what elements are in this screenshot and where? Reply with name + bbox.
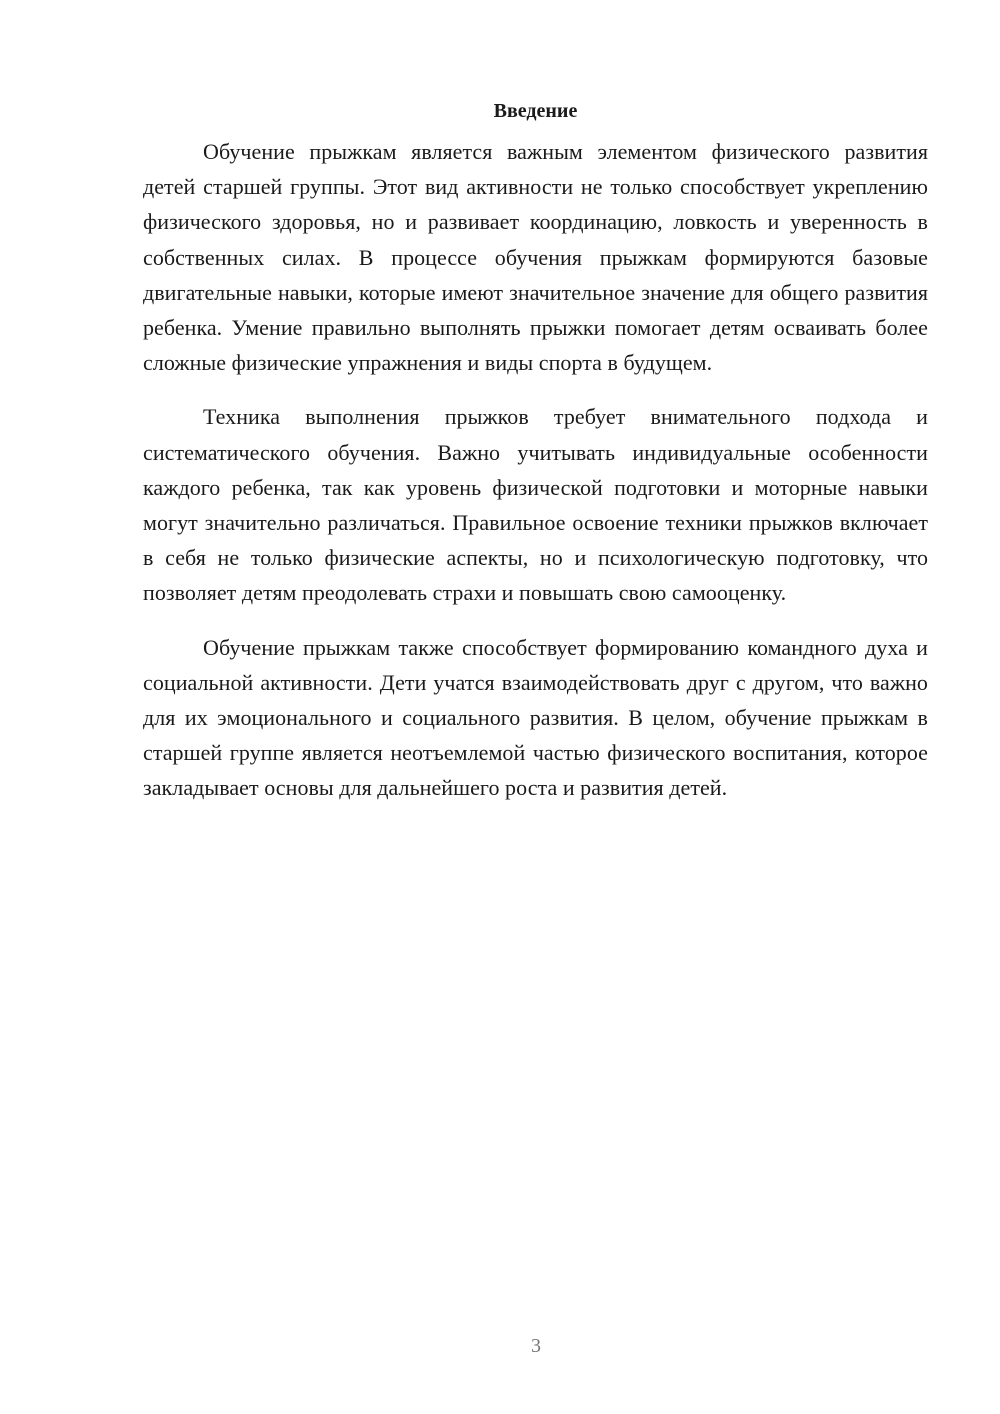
page-number: 3 bbox=[531, 1335, 541, 1357]
paragraph-3: Обучение прыжкам также способствует формированию командного духа и социальной активности. Дети учатся взаимодействовать друг с другом, что важно для их эмоционального и социального развития. В целом, обучение прыжкам в старшей группе является неотъемлемой частью физического воспитания, которое закладывает основы для дальнейшего роста и развития детей. bbox=[143, 634, 928, 801]
page-content bbox=[143, 96, 928, 806]
paragraph-1: Обучение прыжкам является важным элементом физического развития детей старшей группы. Этот вид активности не только способствует укреплению физического здоровья, но и развивает координацию, ловкость и уверенность в собственных силах. В процессе обучения прыжкам формируются базовые двигательные навыки, которые имеют значительное значение для общего развития ребенка. Умение правильно выполнять прыжки помогает детям осваивать более сложные физические упражнения и виды спорта в будущем. bbox=[143, 139, 928, 376]
section-heading: Введение bbox=[493, 100, 578, 122]
paragraph-2: Техника выполнения прыжков требует внимательного подхода и систематического обучения. Важно учитывать индивидуальные особенности каждого ребенка, так как уровень физической подготовки и моторные навыки могут значительно различаться. Правильное освоение техники прыжков включает в себя не только физические аспекты, но и психологическую подготовку, что позволяет детям преодолевать страхи и повышать свою самооценку. bbox=[143, 404, 928, 606]
